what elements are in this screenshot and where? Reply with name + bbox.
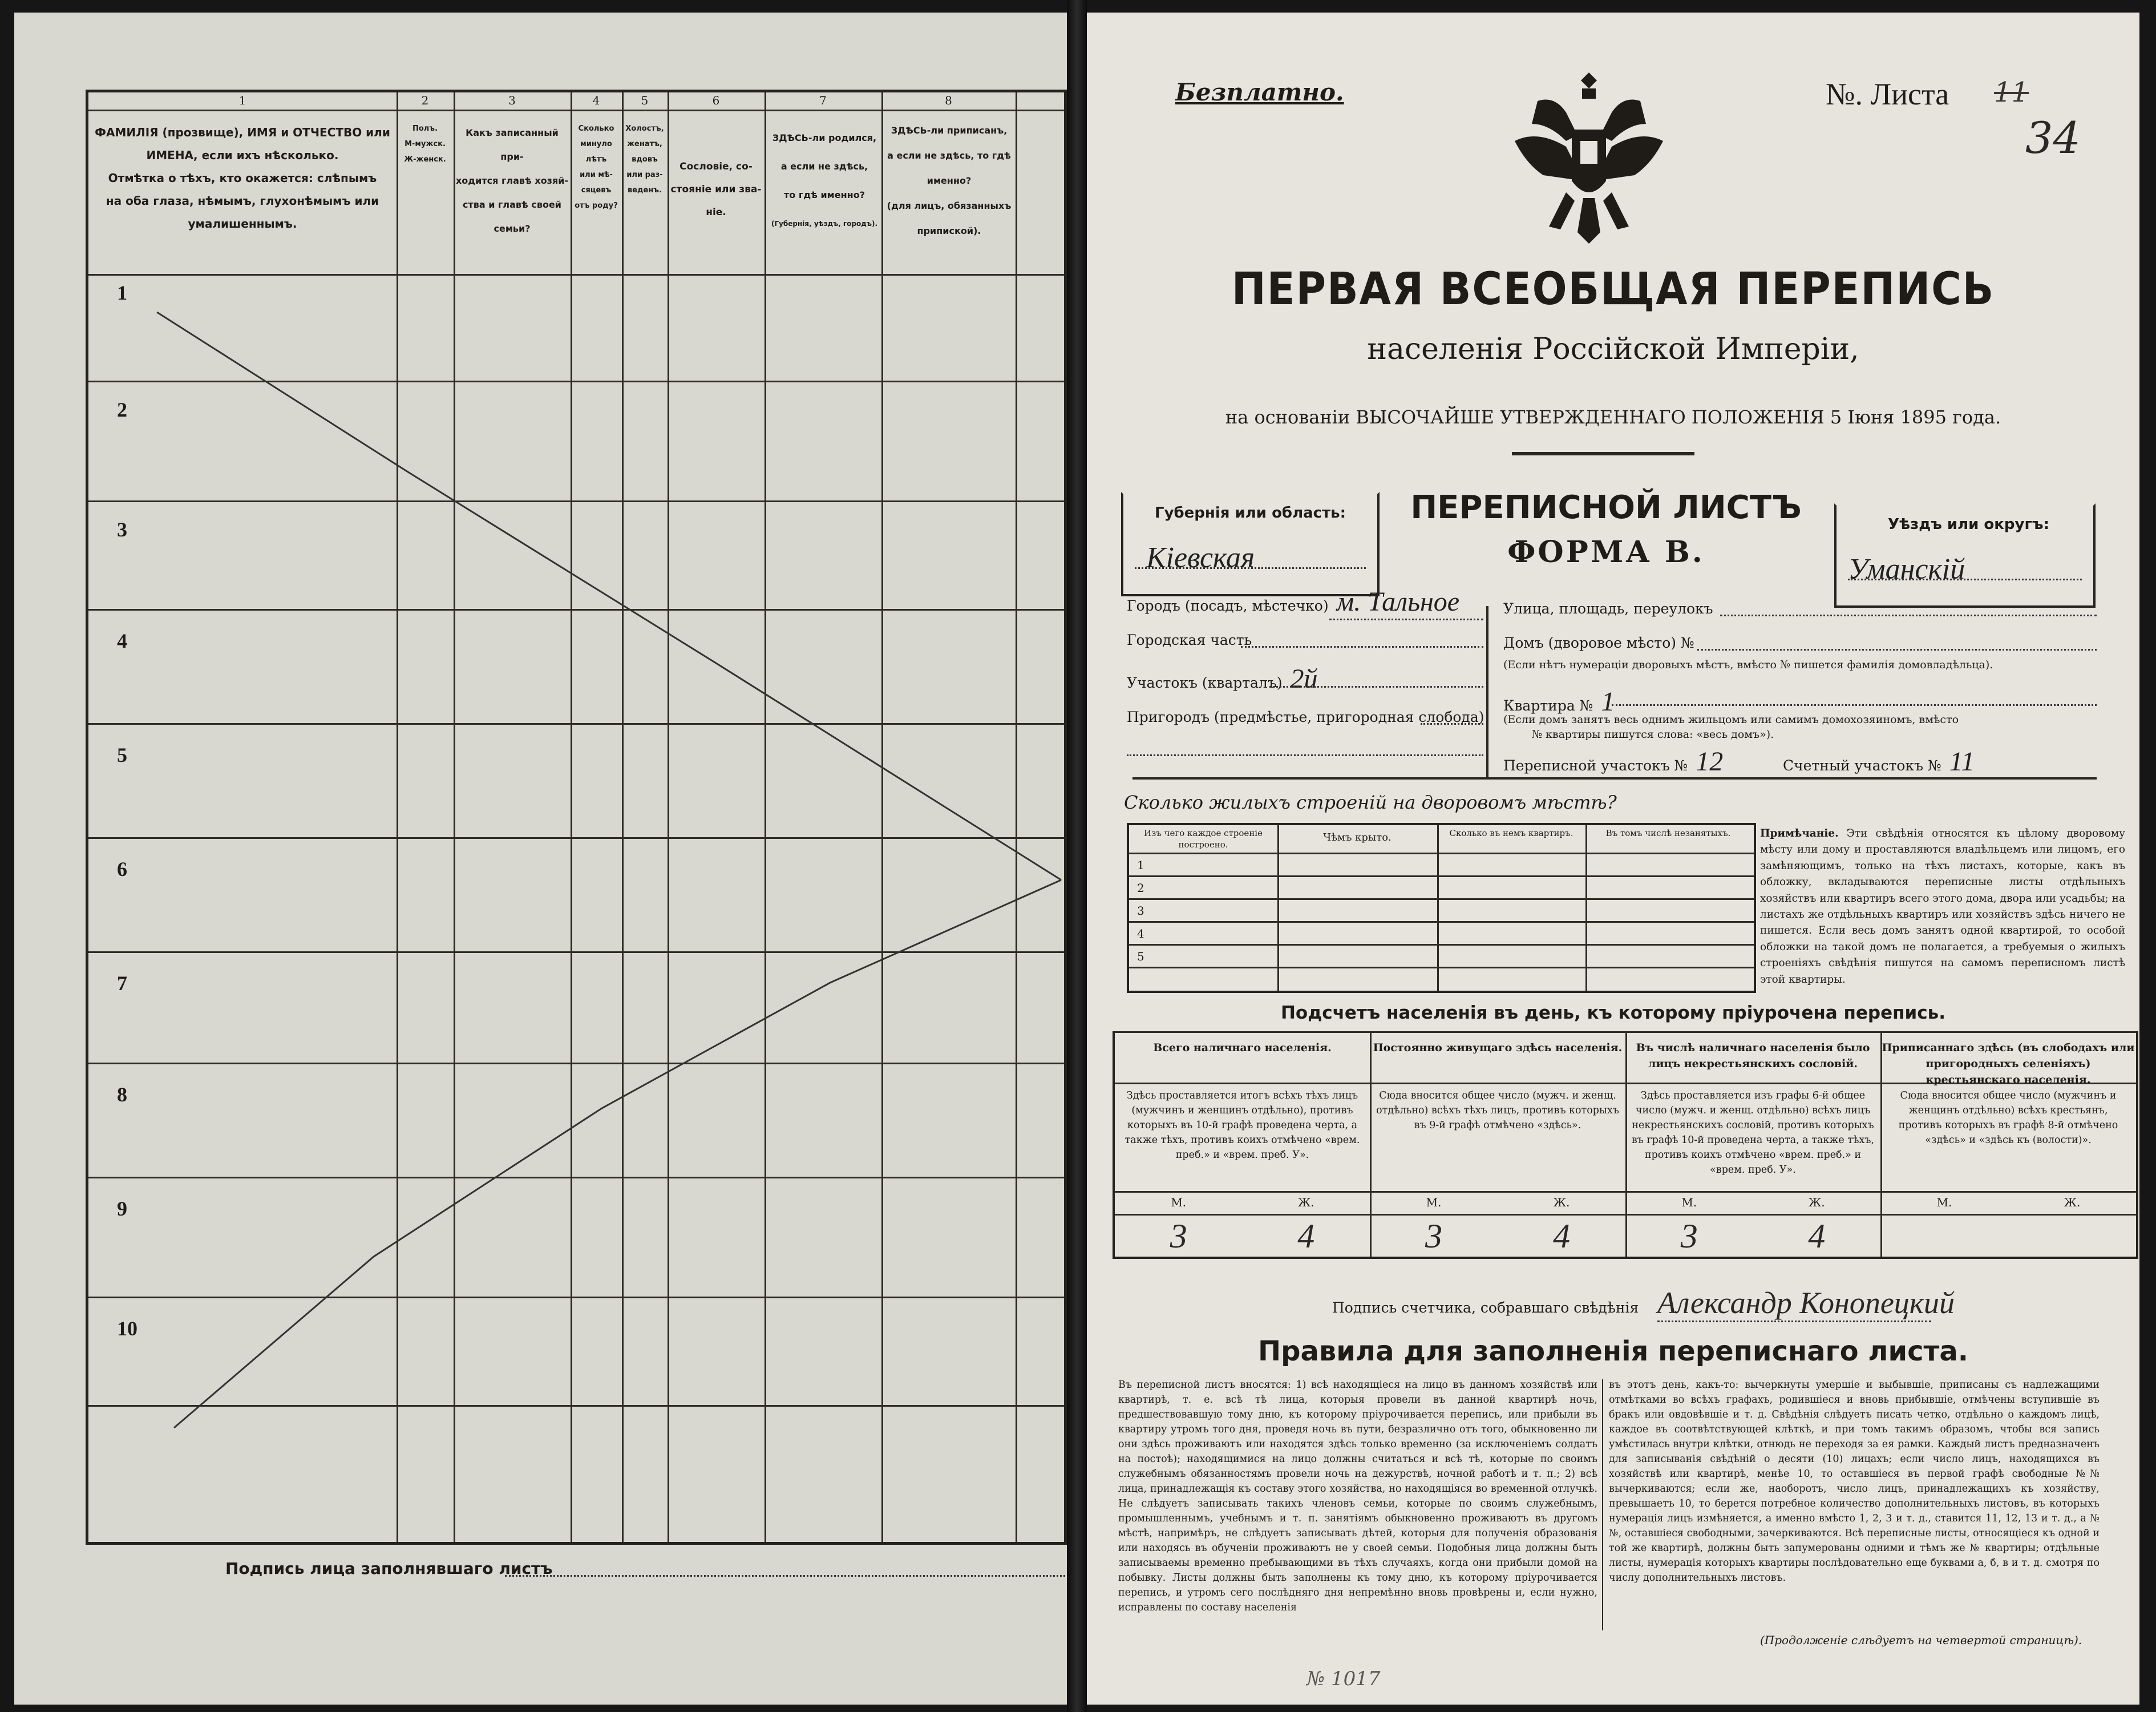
counting-district-field [1783, 746, 1975, 777]
female-count: 4 [1297, 1217, 1315, 1255]
row-number: 9 [117, 1197, 127, 1220]
count-desc: Сюда вносится общее число (мужч. и женщ. отдѣльно) всѣхъ тѣхъ лицъ, противъ которыхъ въ 9-й графѣ отмѣчено «здѣсь». [1376, 1090, 1619, 1131]
district-value: 2й [1290, 664, 1318, 694]
male-count: 3 [1170, 1217, 1187, 1255]
street-rule [1720, 615, 2097, 616]
strike-through-lines [88, 92, 1067, 1548]
buildings-row-divider [1129, 967, 1754, 968]
column-header-registration: ЗДѢСЬ-ли приписанъ, а если не здѣсь, то гдѣ именно? (для лицъ, обязанныхъ припиской). [887, 125, 1012, 236]
column-header-sex: Полъ. М-мужск. Ж-женск. [404, 124, 446, 164]
decree-line: на основаніи ВЫСОЧАЙШЕ УТВЕРЖДЕННАГО ПОЛОЖЕНІЯ 5 Іюня 1895 года. [1225, 406, 2001, 428]
census-district-value: 12 [1696, 746, 1724, 777]
buildings-row-divider [1129, 921, 1754, 923]
right-page [1087, 13, 2139, 1705]
suburb-rule-2 [1127, 754, 1483, 756]
district-field [1127, 663, 1318, 695]
buildings-col-divider [1437, 825, 1439, 991]
note-title: Примѣчаніе. [1760, 827, 1839, 839]
district-rule [1269, 686, 1483, 688]
free-label: Безплатно. [1175, 78, 1344, 106]
male-label: М. [1171, 1196, 1187, 1209]
buildings-row-number: 4 [1137, 927, 1144, 940]
enumerator-signature: Александр Конопецкий [1657, 1286, 1955, 1320]
signature-label: Подпись лица заполнявшаго листъ [225, 1559, 553, 1578]
population-count-table [1113, 1031, 2138, 1259]
book-spine [1067, 0, 1087, 1712]
male-label: М. [1426, 1196, 1442, 1209]
note-text: Эти свѣдѣнія относятся къ цѣлому дворовому мѣсту или дому и проставляются владѣльцемъ или лицомъ, его замѣняющимъ, только на тѣхъ листахъ, которые, какъ въ обложку, вкладываются переписные листы отдѣльныхъ хозяйствъ или квартиръ всего этого дома, двора или усадьбы; на листахъ же отдѣльныхъ квартиръ или хозяйствъ здѣсь ничего не пишется. Если весь домъ занятъ одной квартирой, то особой обложки на такой домъ не полагается, а требуемыя о жилыхъ строеніяхъ свѣдѣнія пишутся на самомъ переписномъ листѣ этой квартиры. [1760, 827, 2125, 986]
census-person-table [86, 90, 1067, 1545]
column-header-marital: Холостъ, женатъ, вдовъ или раз- веденъ. [625, 124, 664, 195]
gubernia-value: Кіевская [1146, 542, 1255, 574]
house-note: (Если нѣтъ нумераціи дворовыхъ мѣстъ, вмѣсто № пишется фамилія домовладѣльца). [1503, 659, 1993, 671]
row-number: 3 [117, 518, 127, 541]
row-number: 6 [117, 858, 127, 881]
note-block [1760, 826, 2125, 988]
buildings-row-number: 3 [1137, 904, 1144, 918]
row-number: 5 [117, 744, 127, 766]
enumerator-label: Подпись счетчика, собравшаго свѣдѣнія [1332, 1299, 1639, 1316]
column-number: 4 [592, 94, 600, 107]
city-label: Городъ (посадъ, мѣстечко) [1127, 597, 1329, 614]
male-count: 3 [1425, 1217, 1442, 1255]
buildings-header-apartments: Сколько въ немъ квартиръ. [1449, 828, 1573, 838]
count-head: Всего наличнаго населенія. [1153, 1041, 1332, 1054]
column-number: 5 [641, 94, 649, 107]
gubernia-rule [1135, 567, 1366, 569]
city-field [1127, 586, 1459, 617]
buildings-row-divider [1129, 944, 1754, 946]
buildings-row-divider [1129, 898, 1754, 900]
counting-district-label: Счетный участокъ № [1783, 757, 1941, 774]
apartment-note-1: (Если домъ занятъ весь однимъ жильцомъ или самимъ домохозяиномъ, вмѣсто [1503, 713, 1959, 726]
female-label: Ж. [1297, 1196, 1314, 1209]
gubernia-box [1121, 492, 1380, 596]
column-number: 8 [945, 94, 952, 107]
column-number: 1 [238, 94, 246, 107]
form-letter: ФОРМА В. [1507, 535, 1705, 570]
row-number: 1 [117, 281, 127, 304]
column-number: 2 [421, 94, 429, 107]
suburb-label: Пригородъ (предмѣстье, пригородная слобода) [1127, 709, 1484, 725]
apartment-rule [1612, 704, 2097, 706]
sheet-number-handwritten: 34 [2025, 112, 2081, 163]
column-header-birthplace: ЗДѢСЬ-ли родился, а если не здѣсь, то гдѣ именно? (Губернія, уѣздъ, городъ). [771, 132, 878, 228]
count-head: Въ числѣ наличнаго населенія было лицъ некрестьянскихъ сословій. [1636, 1041, 1870, 1070]
row-number: 4 [117, 629, 127, 652]
count-desc: Сюда вносится общее число (мужчинъ и женщинъ отдѣльно) всѣхъ крестьянъ, противъ которыхъ въ графѣ 8-й отмѣчено «здѣсь» и «здѣсь къ (волости)». [1898, 1090, 2118, 1146]
buildings-row-divider [1129, 875, 1754, 877]
column-number: 6 [712, 94, 720, 107]
apartment-field [1503, 686, 1615, 717]
buildings-header-roof: Чѣмъ крыто. [1323, 831, 1392, 843]
row-number: 10 [117, 1317, 137, 1340]
buildings-col-divider [1585, 825, 1587, 991]
district-label: Участокъ (кварталъ) [1127, 675, 1283, 691]
city-part-label: Городская часть [1127, 632, 1252, 648]
count-title: Подсчетъ населенія въ день, къ которому пріурочена перепись. [1280, 1003, 1946, 1023]
uezd-rule [1848, 579, 2082, 580]
main-title: ПЕРВАЯ ВСЕОБЩАЯ ПЕРЕПИСЬ [1231, 264, 1995, 315]
buildings-row-number: 1 [1137, 858, 1144, 872]
count-head: Приписаннаго здѣсь (въ слободахъ или пригородныхъ селеніяхъ) крестьянскаго населенія. [1882, 1041, 2135, 1086]
subtitle: населенія Россійской Имперіи, [1367, 332, 1859, 366]
signature-line [505, 1575, 1067, 1577]
female-count: 4 [1553, 1217, 1570, 1255]
count-head: Постоянно живущаго здѣсь населенія. [1373, 1041, 1623, 1054]
rules-text-right: въ этотъ день, какъ-то: вычеркнуты умершіе и выбывшіе, приписаны съ надлежащими отмѣтками во всѣхъ графахъ, родившіеся и вновь прибывшіе, отмѣчены вступившіе въ бракъ или овдовѣвшіе и т. д. Свѣдѣнія слѣдуетъ писать четко, отдѣльно о каждомъ лицѣ, каждое въ соотвѣтствующей клѣткѣ, и при томъ такимъ образомъ, чтобы вся запись умѣстилась внутри клѣтки, отнюдь не переходя за ея рамки. Каждый листъ предназначенъ для записыванія свѣдѣній о десяти (10) лицахъ; если число лицъ, находящихся въ хозяйствѣ или квартирѣ, менѣе 10, то оставшіеся въ первой графѣ свободные №№ вычеркиваются; если же, наоборотъ, число лицъ, принадлежащихъ къ хозяйству, превышаетъ 10, то берется потребное количество дополнительныхъ листовъ, въ которыхъ нумерація лицъ измѣняется, а именно вмѣсто 1, 2, 3 и т. д., ставится 11, 12, 13 и т. д., а №№, оставшіеся свободными, зачеркиваются. Всѣ переписные листы, относящіеся къ одной и той же квартирѣ, должны быть запумерованы одними и тѣмъ же № квартиры; отдѣльные листы, нумерація которыхъ квартиры послѣдовательно еще буквами а, б, в и т. д. смотря по числу дополнительныхъ листовъ. [1609, 1379, 2100, 1584]
imperial-eagle-icon [1503, 61, 1674, 255]
city-rule [1329, 619, 1483, 620]
suburb-rule [1421, 723, 1483, 725]
census-district-field [1503, 746, 1723, 777]
city-value: м. Тальное [1336, 587, 1460, 617]
archive-stamp: № 1017 [1306, 1667, 1381, 1690]
form-title: ПЕРЕПИСНОЙ ЛИСТЪ [1410, 489, 1802, 526]
city-part-field [1127, 632, 1252, 648]
enumerator-rule [1657, 1321, 1931, 1322]
rules-separator [1602, 1379, 1603, 1630]
apartment-note-2: № квартиры пишутся слова: «весь домъ»). [1532, 728, 1774, 741]
buildings-header-material: Изъ чего каждое строеніе построено. [1144, 828, 1263, 850]
female-label: Ж. [2064, 1196, 2081, 1209]
sheet-number-label: №. Листа [1826, 77, 1949, 111]
column-header-estate: Сословіе, со- стояніе или зва- ніе. [670, 161, 762, 218]
column-header-age: Сколько минуло лѣтъ или мѣ- сяцевъ отъ роду? [575, 124, 618, 210]
continued-note: (Продолженіе слѣдуетъ на четвертой страницѣ). [1760, 1633, 2082, 1647]
buildings-table [1127, 823, 1756, 993]
uezd-value: Уманскій [1848, 553, 1965, 586]
apartment-value: 1 [1601, 687, 1615, 717]
uezd-label: Уѣздъ или округъ: [1888, 516, 2049, 533]
column-number: 3 [508, 94, 516, 107]
buildings-question: Сколько жилыхъ строеній на дворовомъ мѣстѣ? [1124, 792, 1617, 813]
address-divider [1486, 606, 1488, 777]
female-label: Ж. [1553, 1196, 1570, 1209]
row-number: 2 [117, 398, 127, 421]
city-part-rule [1241, 646, 1483, 648]
count-column-peasant [1880, 1031, 2136, 1257]
rules-title: Правила для заполненія переписнаго листа. [1258, 1335, 1968, 1367]
row-number: 8 [117, 1083, 127, 1106]
row-number: 7 [117, 972, 127, 995]
sheet-number-struck: 11 [1994, 76, 2029, 108]
street-label: Улица, площадь, переулокъ [1503, 600, 1713, 617]
address-bottom-rule [1132, 777, 2097, 780]
gubernia-label: Губернія или область: [1155, 504, 1346, 522]
count-column-total [1115, 1031, 1370, 1257]
apartment-label: Квартира № [1503, 697, 1593, 714]
female-count: 4 [1808, 1217, 1826, 1255]
column-header-name: ФАМИЛІЯ (прозвище), ИМЯ и ОТЧЕСТВО или ИМЕНА, если ихъ нѣсколько. Отмѣтка о тѣхъ, кто окажется: слѣпымъ на оба глаза, нѣмымъ, глухонѣмымъ или умалишеннымъ. [95, 126, 390, 231]
female-label: Ж. [1808, 1196, 1825, 1209]
rules-text-left: Въ переписной листъ вносятся: 1) всѣ находящіеся на лицо въ данномъ хозяйствѣ или квартирѣ, т. е. всѣ тѣ лица, которыя провели въ данной квартирѣ ночь, предшествовавшую тому дню, къ которому пріурочивается перепись, или прибыли въ квартиру утромъ того дня, проведя ночь въ пути, безразлично отъ того, обыкновенно ли они здѣсь проживаютъ или находятся здѣсь только временно (за исключеніемъ солдатъ на постоѣ); находящимися на лицо должны считаться и всѣ тѣ, которые по своимъ служебнымъ обязанностямъ провели ночь на дежурствѣ, ночной работѣ и т. п.; 2) всѣ лица, принадлежащія къ составу этого хозяйства, но находящіяся во временной отлучкѣ. Не слѣдуетъ записывать такихъ членовъ семьи, которые по своимъ служебнымъ, промышленнымъ, учебнымъ и т. п. занятіямъ обыкновенно проживаютъ въ другомъ мѣстѣ, напримѣръ, не слѣдуетъ записывать дѣтей, которыя для полученія образованія или находясь въ обученіи проживаютъ не у своей семьи. Подобныя лица должны быть записываемы временно пребывающими въ тѣхъ случаяхъ, когда они прибыли домой на побывку. Листы должны быть заполнены къ тому дню, къ которому пріурочивается перепись, и утромъ сего послѣдняго дня непремѣнно вновь провѣрены и, если нужно, исправлены по составу населенія [1118, 1379, 1597, 1613]
buildings-header-vacant: Въ томъ числѣ незанятыхъ. [1605, 828, 1731, 838]
buildings-col-divider [1277, 825, 1279, 991]
buildings-header-rule [1129, 853, 1754, 854]
uezd-box [1834, 503, 2096, 608]
count-column-non-peasant [1625, 1031, 1880, 1257]
house-field [1503, 635, 1694, 651]
counting-district-value: 11 [1949, 746, 1975, 777]
title-divider [1512, 452, 1694, 455]
house-label: Домъ (дворовое мѣсто) № [1503, 635, 1694, 651]
count-desc: Здѣсь проставляется итогъ всѣхъ тѣхъ лицъ (мужчинъ и женщинъ отдѣльно), противъ которыхъ въ 10-й графѣ проведена черта, а также тѣхъ, противъ коихъ отмѣчено «врем. преб.» и «врем. преб. У». [1124, 1090, 1360, 1161]
left-page [14, 13, 1067, 1705]
count-desc: Здѣсь проставляется изъ графы 6-й общее число (мужч. и женщ. отдѣльно) всѣхъ лицъ некрестьянскихъ сословій, противъ которыхъ въ графѣ 10-й проведена черта, а также тѣхъ, противъ коихъ отмѣчено «врем. преб.» и «врем. преб. У». [1631, 1090, 1875, 1176]
column-number: 7 [819, 94, 827, 107]
male-label: М. [1936, 1196, 1952, 1209]
street-field [1503, 600, 1713, 617]
census-district-label: Переписной участокъ № [1503, 757, 1688, 774]
buildings-row-number: 2 [1137, 881, 1144, 895]
column-header-relation: Какъ записанный при- ходится главѣ хозяй- ства и главѣ своей семьи? [455, 127, 569, 234]
buildings-row-number: 5 [1137, 950, 1144, 963]
male-label: М. [1681, 1196, 1697, 1209]
male-count: 3 [1680, 1217, 1698, 1255]
house-rule [1697, 649, 2097, 651]
count-column-permanent [1370, 1031, 1625, 1257]
